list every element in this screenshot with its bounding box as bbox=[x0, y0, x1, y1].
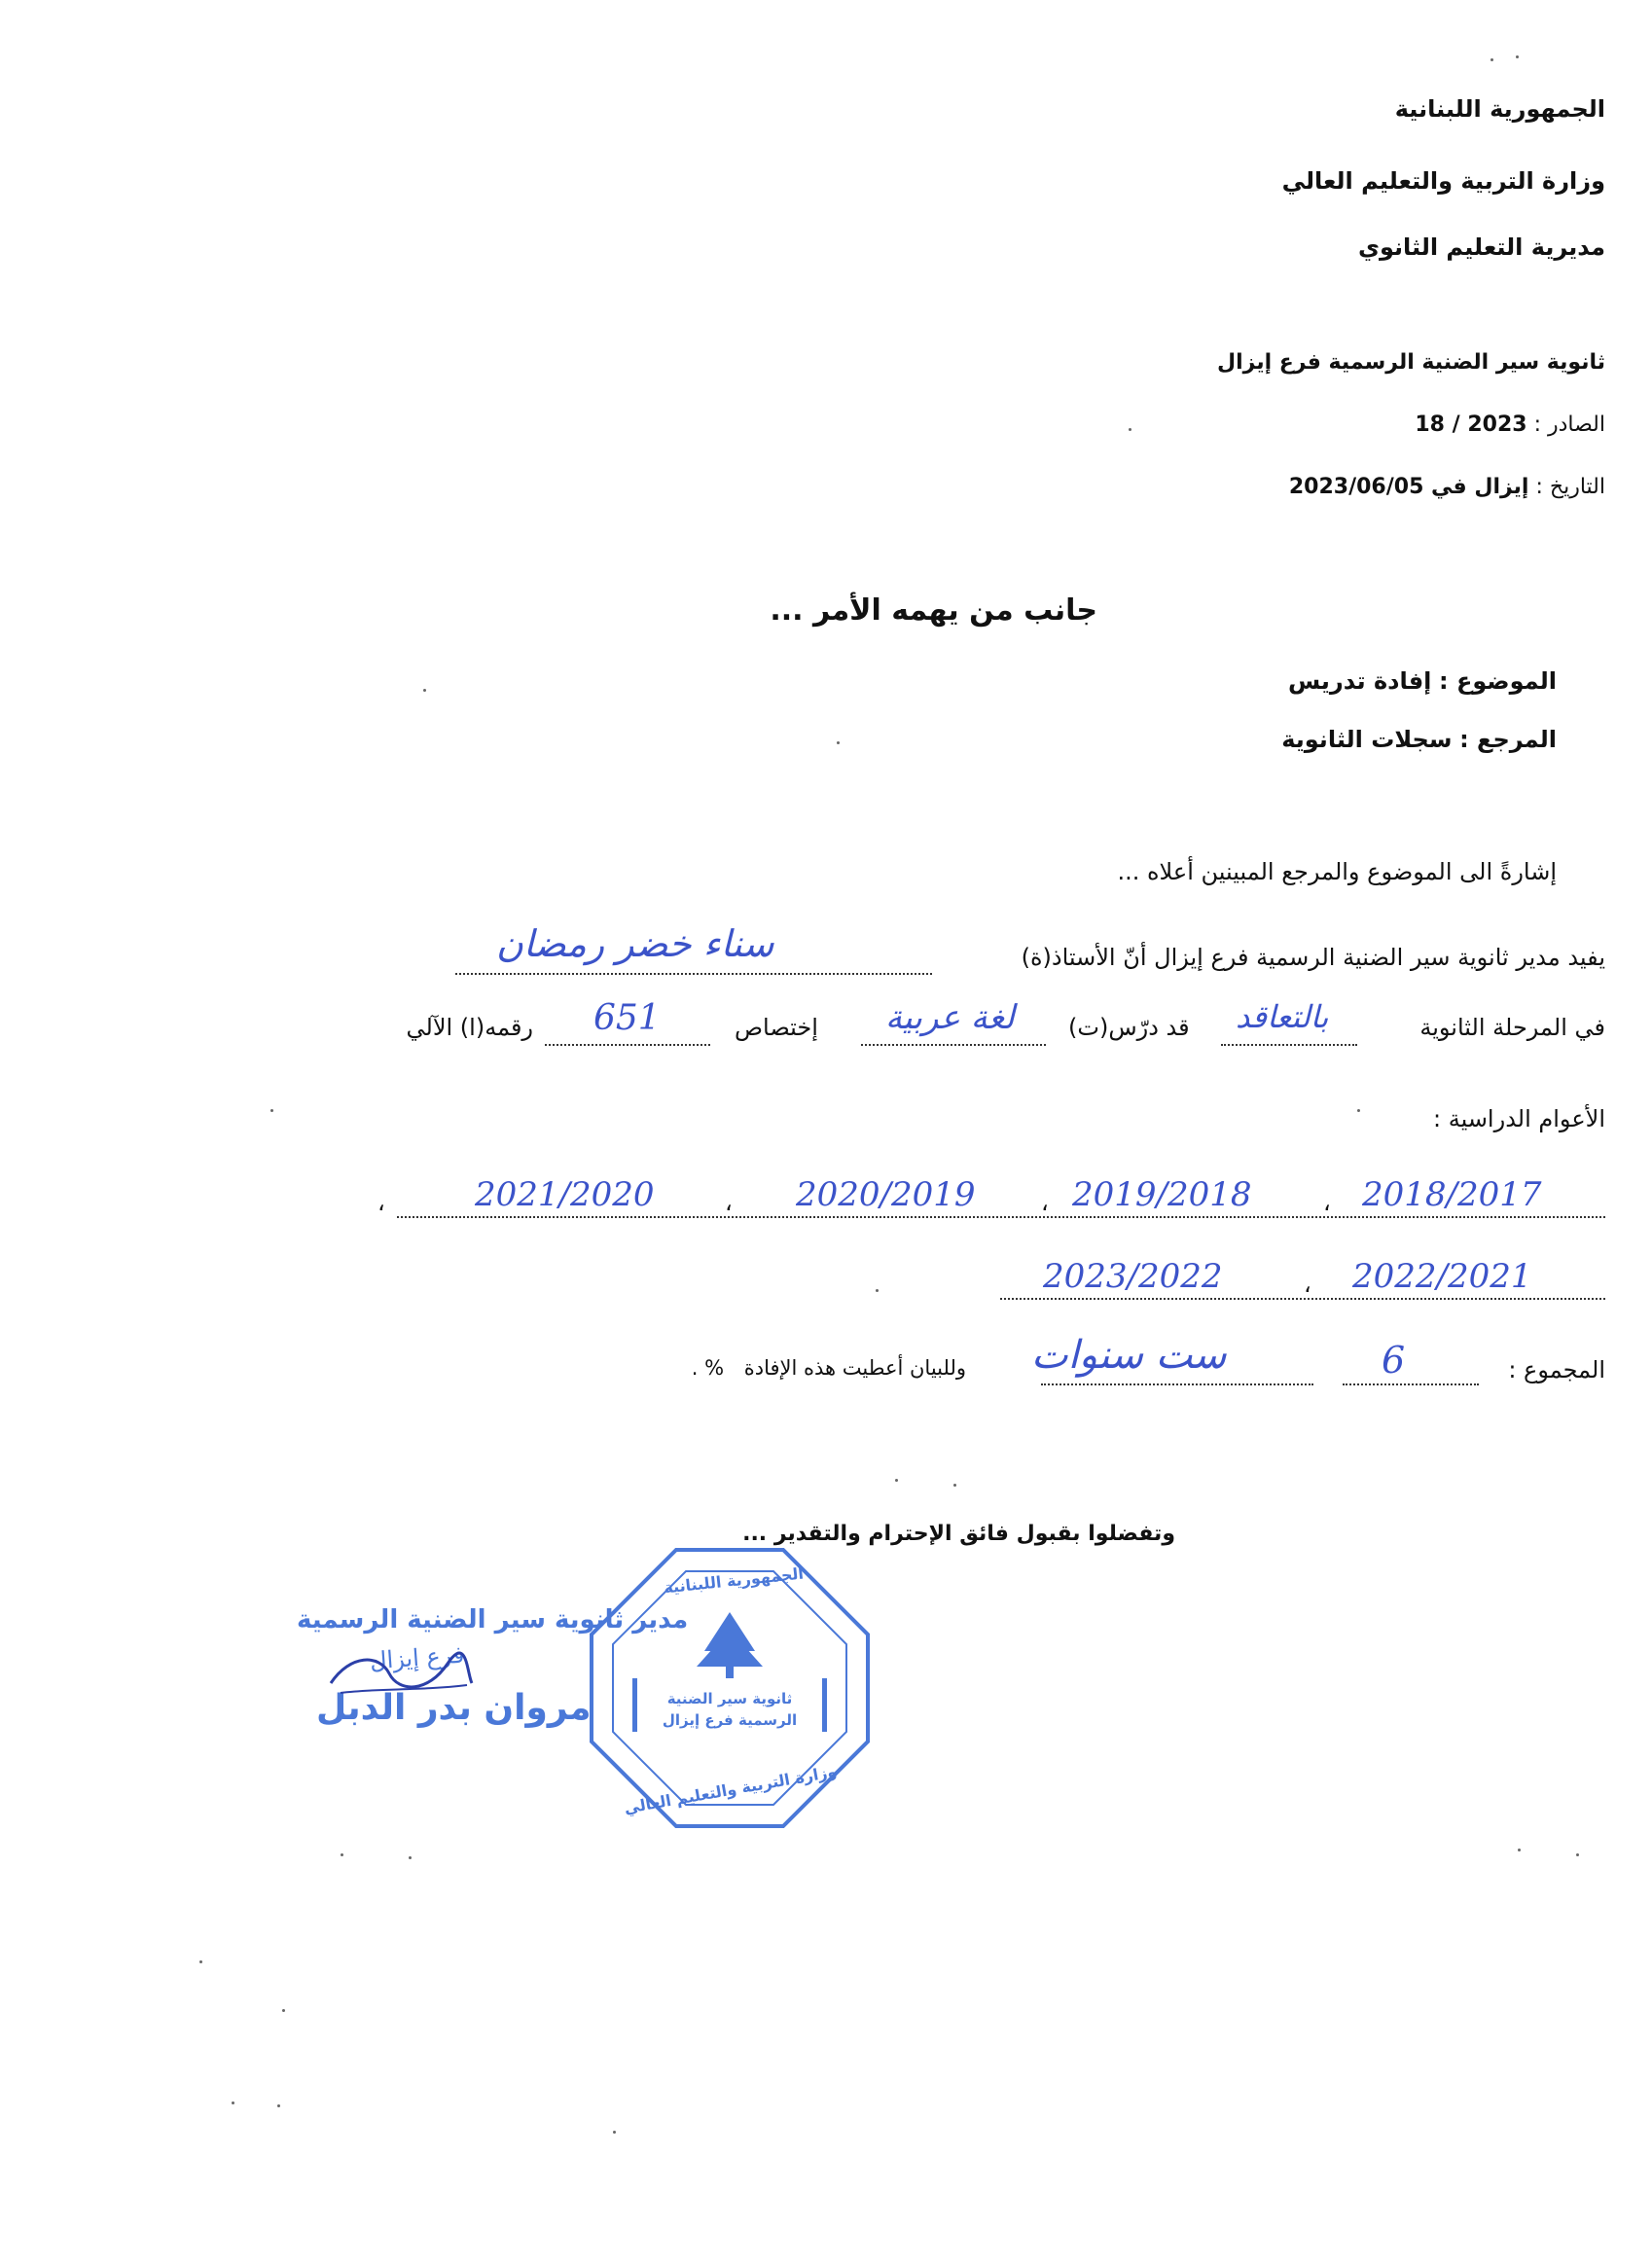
signature-branch: فرع إيزال bbox=[369, 1640, 466, 1675]
line2-in-secondary: في المرحلة الثانوية bbox=[1419, 1014, 1605, 1041]
scan-speck bbox=[409, 1856, 412, 1859]
statement-text: وللبيان أعطيت هذه الإفادة bbox=[743, 1356, 966, 1380]
header-republic: الجمهورية اللبنانية bbox=[1394, 95, 1605, 123]
year-entry: 2018/2017 bbox=[1362, 1175, 1542, 1214]
reference-label: المرجع : bbox=[1459, 726, 1557, 753]
school-name: ثانوية سير الضنية الرسمية فرع إيزال bbox=[1217, 350, 1605, 375]
scan-speck bbox=[270, 1109, 273, 1112]
total-label: المجموع : bbox=[1508, 1356, 1605, 1383]
scan-speck bbox=[232, 2101, 234, 2104]
scan-speck bbox=[953, 1484, 956, 1487]
scan-speck bbox=[277, 2104, 280, 2107]
subject-label: الموضوع : bbox=[1439, 667, 1557, 695]
issue-label: الصادر : bbox=[1533, 413, 1605, 437]
specialty-value: لغة عربية bbox=[885, 998, 1015, 1037]
year-entry: 2023/2022 bbox=[1043, 1257, 1223, 1296]
year-entry: 2020/2019 bbox=[796, 1175, 976, 1214]
number-dots bbox=[545, 1044, 710, 1046]
official-stamp bbox=[584, 1542, 876, 1834]
signature-name: مروان بدر الدبل bbox=[316, 1688, 592, 1728]
signature-title: مدير ثانوية سير الضنية الرسمية bbox=[297, 1605, 689, 1634]
scan-speck bbox=[1357, 1109, 1360, 1112]
teacher-name-dots bbox=[455, 973, 932, 975]
total-words-dots bbox=[1041, 1383, 1313, 1385]
line2-number-label: رقمه(ا) الآلي bbox=[406, 1014, 533, 1041]
reference-value: سجلات الثانوية bbox=[1281, 726, 1453, 753]
stamp-bottom-arc: وزارة التربية والتعليم العالي bbox=[623, 1761, 839, 1818]
year-entry: 2022/2021 bbox=[1352, 1257, 1532, 1296]
issue-number-line bbox=[1415, 413, 1605, 437]
total-number: 6 bbox=[1382, 1339, 1406, 1382]
years-row2-dots bbox=[1000, 1298, 1605, 1300]
year-entry: 2019/2018 bbox=[1072, 1175, 1252, 1214]
issue-number: 18 / 2023 bbox=[1415, 413, 1527, 437]
scan-speck bbox=[1576, 1853, 1579, 1856]
date-value: إيزال في 2023/06/05 bbox=[1288, 475, 1529, 499]
header-ministry: وزارة التربية والتعليم العالي bbox=[1281, 167, 1605, 195]
scan-speck bbox=[199, 1960, 202, 1963]
comma-separator: ، bbox=[377, 1189, 385, 1216]
status-dots bbox=[1221, 1044, 1357, 1046]
scan-speck bbox=[1490, 58, 1493, 61]
scan-speck bbox=[895, 1479, 898, 1482]
intro-sentence: إشارةً الى الموضوع والمرجع المبينين أعلاه ... bbox=[1117, 858, 1557, 885]
comma-separator: ، bbox=[725, 1189, 733, 1216]
stamp-top-arc: الجمهورية اللبنانية bbox=[663, 1563, 805, 1598]
scan-speck bbox=[613, 2131, 616, 2134]
subject-line bbox=[1288, 667, 1557, 695]
teacher-name: سناء خضر رمضان bbox=[496, 922, 774, 965]
subject-value: إفادة تدريس bbox=[1287, 667, 1432, 695]
comma-separator: ، bbox=[1323, 1189, 1331, 1216]
date-label: التاريخ : bbox=[1535, 475, 1605, 499]
percent-sign: % . bbox=[691, 1356, 725, 1380]
total-words: ست سنوات bbox=[1031, 1333, 1227, 1378]
certify-sentence: يفيد مدير ثانوية سير الضنية الرسمية فرع إيزال أنّ الأستاذ(ة) bbox=[1021, 944, 1605, 971]
scan-speck bbox=[1129, 428, 1131, 431]
document-title: جانب من يهمه الأمر ... bbox=[770, 593, 1097, 628]
scan-speck bbox=[876, 1289, 879, 1292]
scan-speck bbox=[423, 689, 426, 692]
total-number-dots bbox=[1343, 1383, 1479, 1385]
specialty-dots bbox=[861, 1044, 1046, 1046]
year-entry: 2021/2020 bbox=[475, 1175, 655, 1214]
scan-speck bbox=[341, 1853, 343, 1856]
header-directorate: مديرية التعليم الثانوي bbox=[1357, 233, 1605, 261]
scan-speck bbox=[837, 741, 840, 744]
reference-line bbox=[1281, 726, 1557, 753]
line2-taught: قد درّس(ت) bbox=[1068, 1014, 1190, 1041]
status-value: بالتعاقد bbox=[1236, 998, 1329, 1035]
years-label: الأعوام الدراسية : bbox=[1433, 1105, 1605, 1132]
employee-number: 651 bbox=[593, 998, 661, 1038]
date-line bbox=[1289, 475, 1605, 499]
statement-line bbox=[692, 1356, 966, 1380]
comma-separator: ، bbox=[1304, 1271, 1311, 1298]
years-row1-dots bbox=[397, 1216, 1605, 1218]
cedar-icon bbox=[697, 1612, 763, 1678]
stamp-center: ثانوية سير الضنية الرسمية فرع إيزال bbox=[662, 1690, 798, 1729]
scan-speck bbox=[1516, 55, 1519, 58]
comma-separator: ، bbox=[1041, 1189, 1049, 1216]
scan-speck bbox=[282, 2009, 285, 2012]
line2-specialty-label: إختصاص bbox=[735, 1014, 818, 1041]
scan-speck bbox=[1518, 1849, 1521, 1851]
closing-sentence: وتفضلوا بقبول فائق الإحترام والتقدير ... bbox=[742, 1522, 1175, 1546]
handwritten-signature bbox=[321, 1644, 477, 1703]
